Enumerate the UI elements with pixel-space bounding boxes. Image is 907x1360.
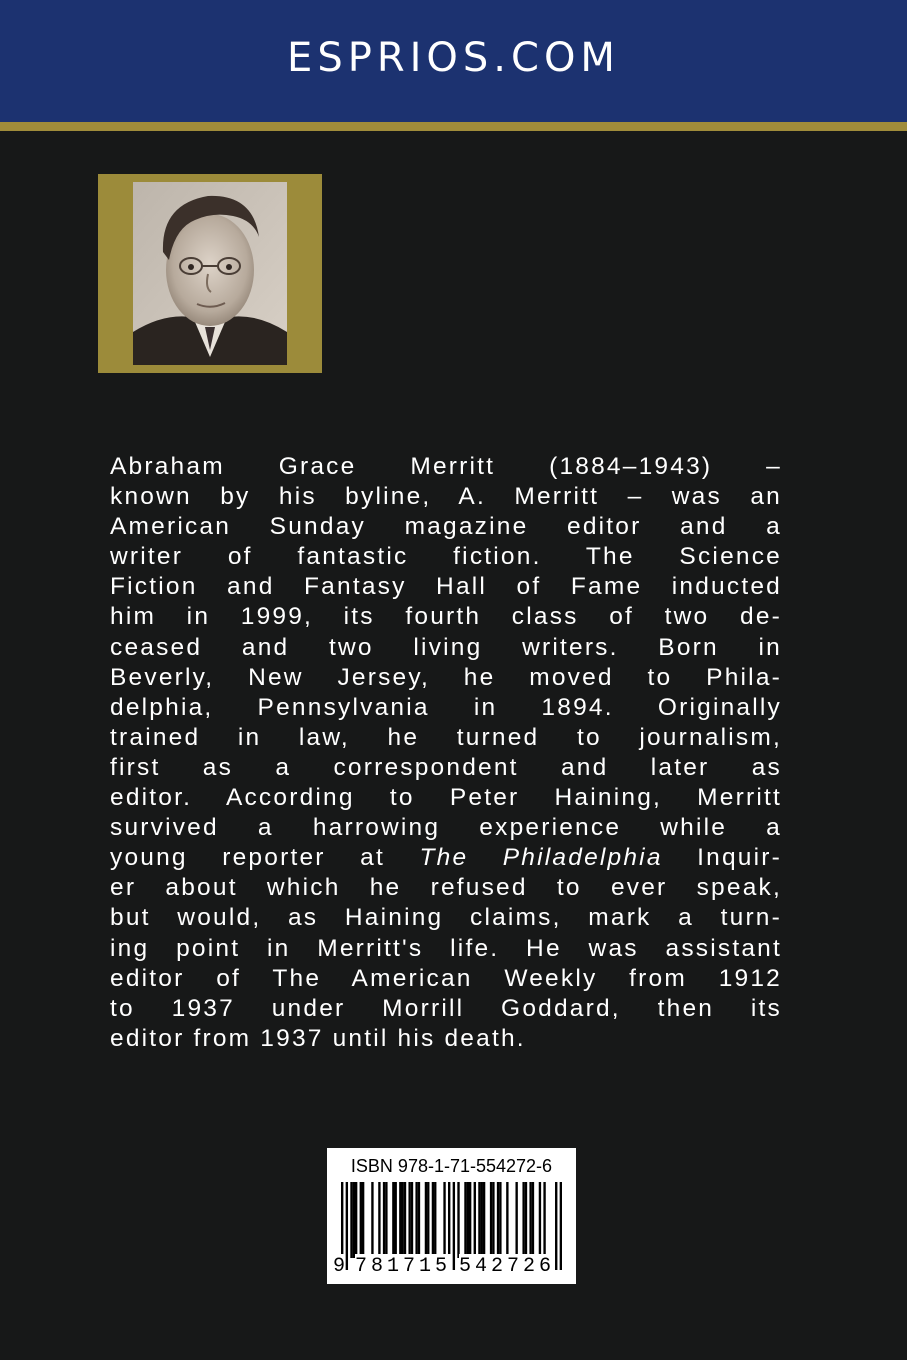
barcode-digits-right: 542726 [459,1255,556,1278]
barcode-bar [401,1182,403,1258]
newspaper-title: The Philadelphia [419,844,663,872]
barcode-bar [418,1182,420,1258]
bio-line: editor from 1937 until his death. [110,1024,526,1052]
barcode-bar [385,1182,387,1258]
barcode-bar [467,1182,469,1258]
barcode-bar [492,1182,494,1258]
barcode-bar [371,1182,373,1258]
bio-line: survived a harrowing experience while a [110,814,782,842]
isbn-barcode [327,1148,576,1284]
barcode-bar [497,1182,499,1258]
bio-line: trained in law, he turned to journalism, [110,723,782,751]
barcode-bar [483,1182,485,1258]
barcode-digits-left: 781715 [355,1255,452,1278]
barcode-bar [432,1182,434,1258]
barcode-bar [469,1182,471,1258]
barcode-bar [399,1182,401,1258]
bio-line: American Sunday magazine editor and a [110,513,782,541]
bio-line: Abraham Grace Merritt (1884–1943) – [110,453,782,480]
barcode-bar [499,1182,501,1258]
bio-line: first as a correspondent and later as [110,753,782,781]
barcode-bar [443,1182,445,1258]
barcode-bar [457,1182,459,1258]
barcode-bar [464,1182,466,1258]
barcode-bar [481,1182,483,1258]
bio-line: but would, as Haining claims, mark a turn- [110,904,782,932]
bio-line: ceased and two living writers. Born in [110,633,782,661]
barcode-bar [427,1182,429,1258]
bio-line: delphia, Pennsylvania in 1894. Originally [110,693,782,721]
author-photo-frame [98,174,322,373]
barcode-bar [478,1182,480,1258]
bio-line: him in 1999, its fourth class of two de- [110,603,782,631]
bio-text: young reporter at [110,844,420,872]
bio-line: Beverly, New Jersey, he moved to Phila- [110,663,782,691]
barcode-bar [532,1182,534,1258]
barcode-bar [378,1182,380,1258]
barcode-bar [404,1182,406,1258]
barcode-bar [395,1182,397,1258]
isbn-label: ISBN 978-1-71-554272-6 [350,1156,553,1176]
barcode-bar [539,1182,541,1258]
barcode-bar [362,1182,364,1258]
barcode-bar [474,1182,476,1258]
barcode-bar [490,1182,492,1258]
bio-line: editor of The American Weekly from 1912 [110,964,782,992]
barcode-bar [515,1182,517,1258]
barcode-bar [360,1182,362,1258]
barcode-bar [392,1182,394,1258]
author-portrait-icon [133,182,287,365]
brand-title[interactable]: ESPRIOS.COM [287,35,620,81]
header-band [0,0,907,122]
bio-line: to 1937 under Morrill Goddard, then its [110,994,782,1022]
barcode-bar [415,1182,417,1258]
author-biography [110,452,782,1054]
barcode-bar [529,1182,531,1258]
barcode-bar [525,1182,527,1258]
barcode-bar [411,1182,413,1258]
bio-line: er about which he refused to ever speak, [110,874,782,902]
bio-line: known by his byline, A. Merritt – was an [110,483,782,511]
barcode-bar [350,1182,352,1258]
bio-line-with-italic [110,843,782,873]
barcode-bar [425,1182,427,1258]
barcode-bar [383,1182,385,1258]
barcode-bar [434,1182,436,1258]
bio-text: Inquir- [662,844,782,872]
barcode-bar [506,1182,508,1258]
barcode-digits [333,1254,571,1280]
bio-line: writer of fantastic fiction. The Science [110,543,782,571]
barcode-bar [355,1182,357,1258]
barcode-bar [543,1182,545,1258]
bio-line: editor. According to Peter Haining, Merritt [110,784,782,812]
gold-divider [0,122,907,131]
barcode-bar [353,1182,355,1258]
barcode-bar [522,1182,524,1258]
bio-line: Fiction and Fantasy Hall of Fame inducted [110,573,782,601]
barcode-bar [408,1182,410,1258]
barcode-digit-first: 9 [333,1255,346,1278]
bio-line: ing point in Merritt's life. He was assistant [110,934,782,962]
